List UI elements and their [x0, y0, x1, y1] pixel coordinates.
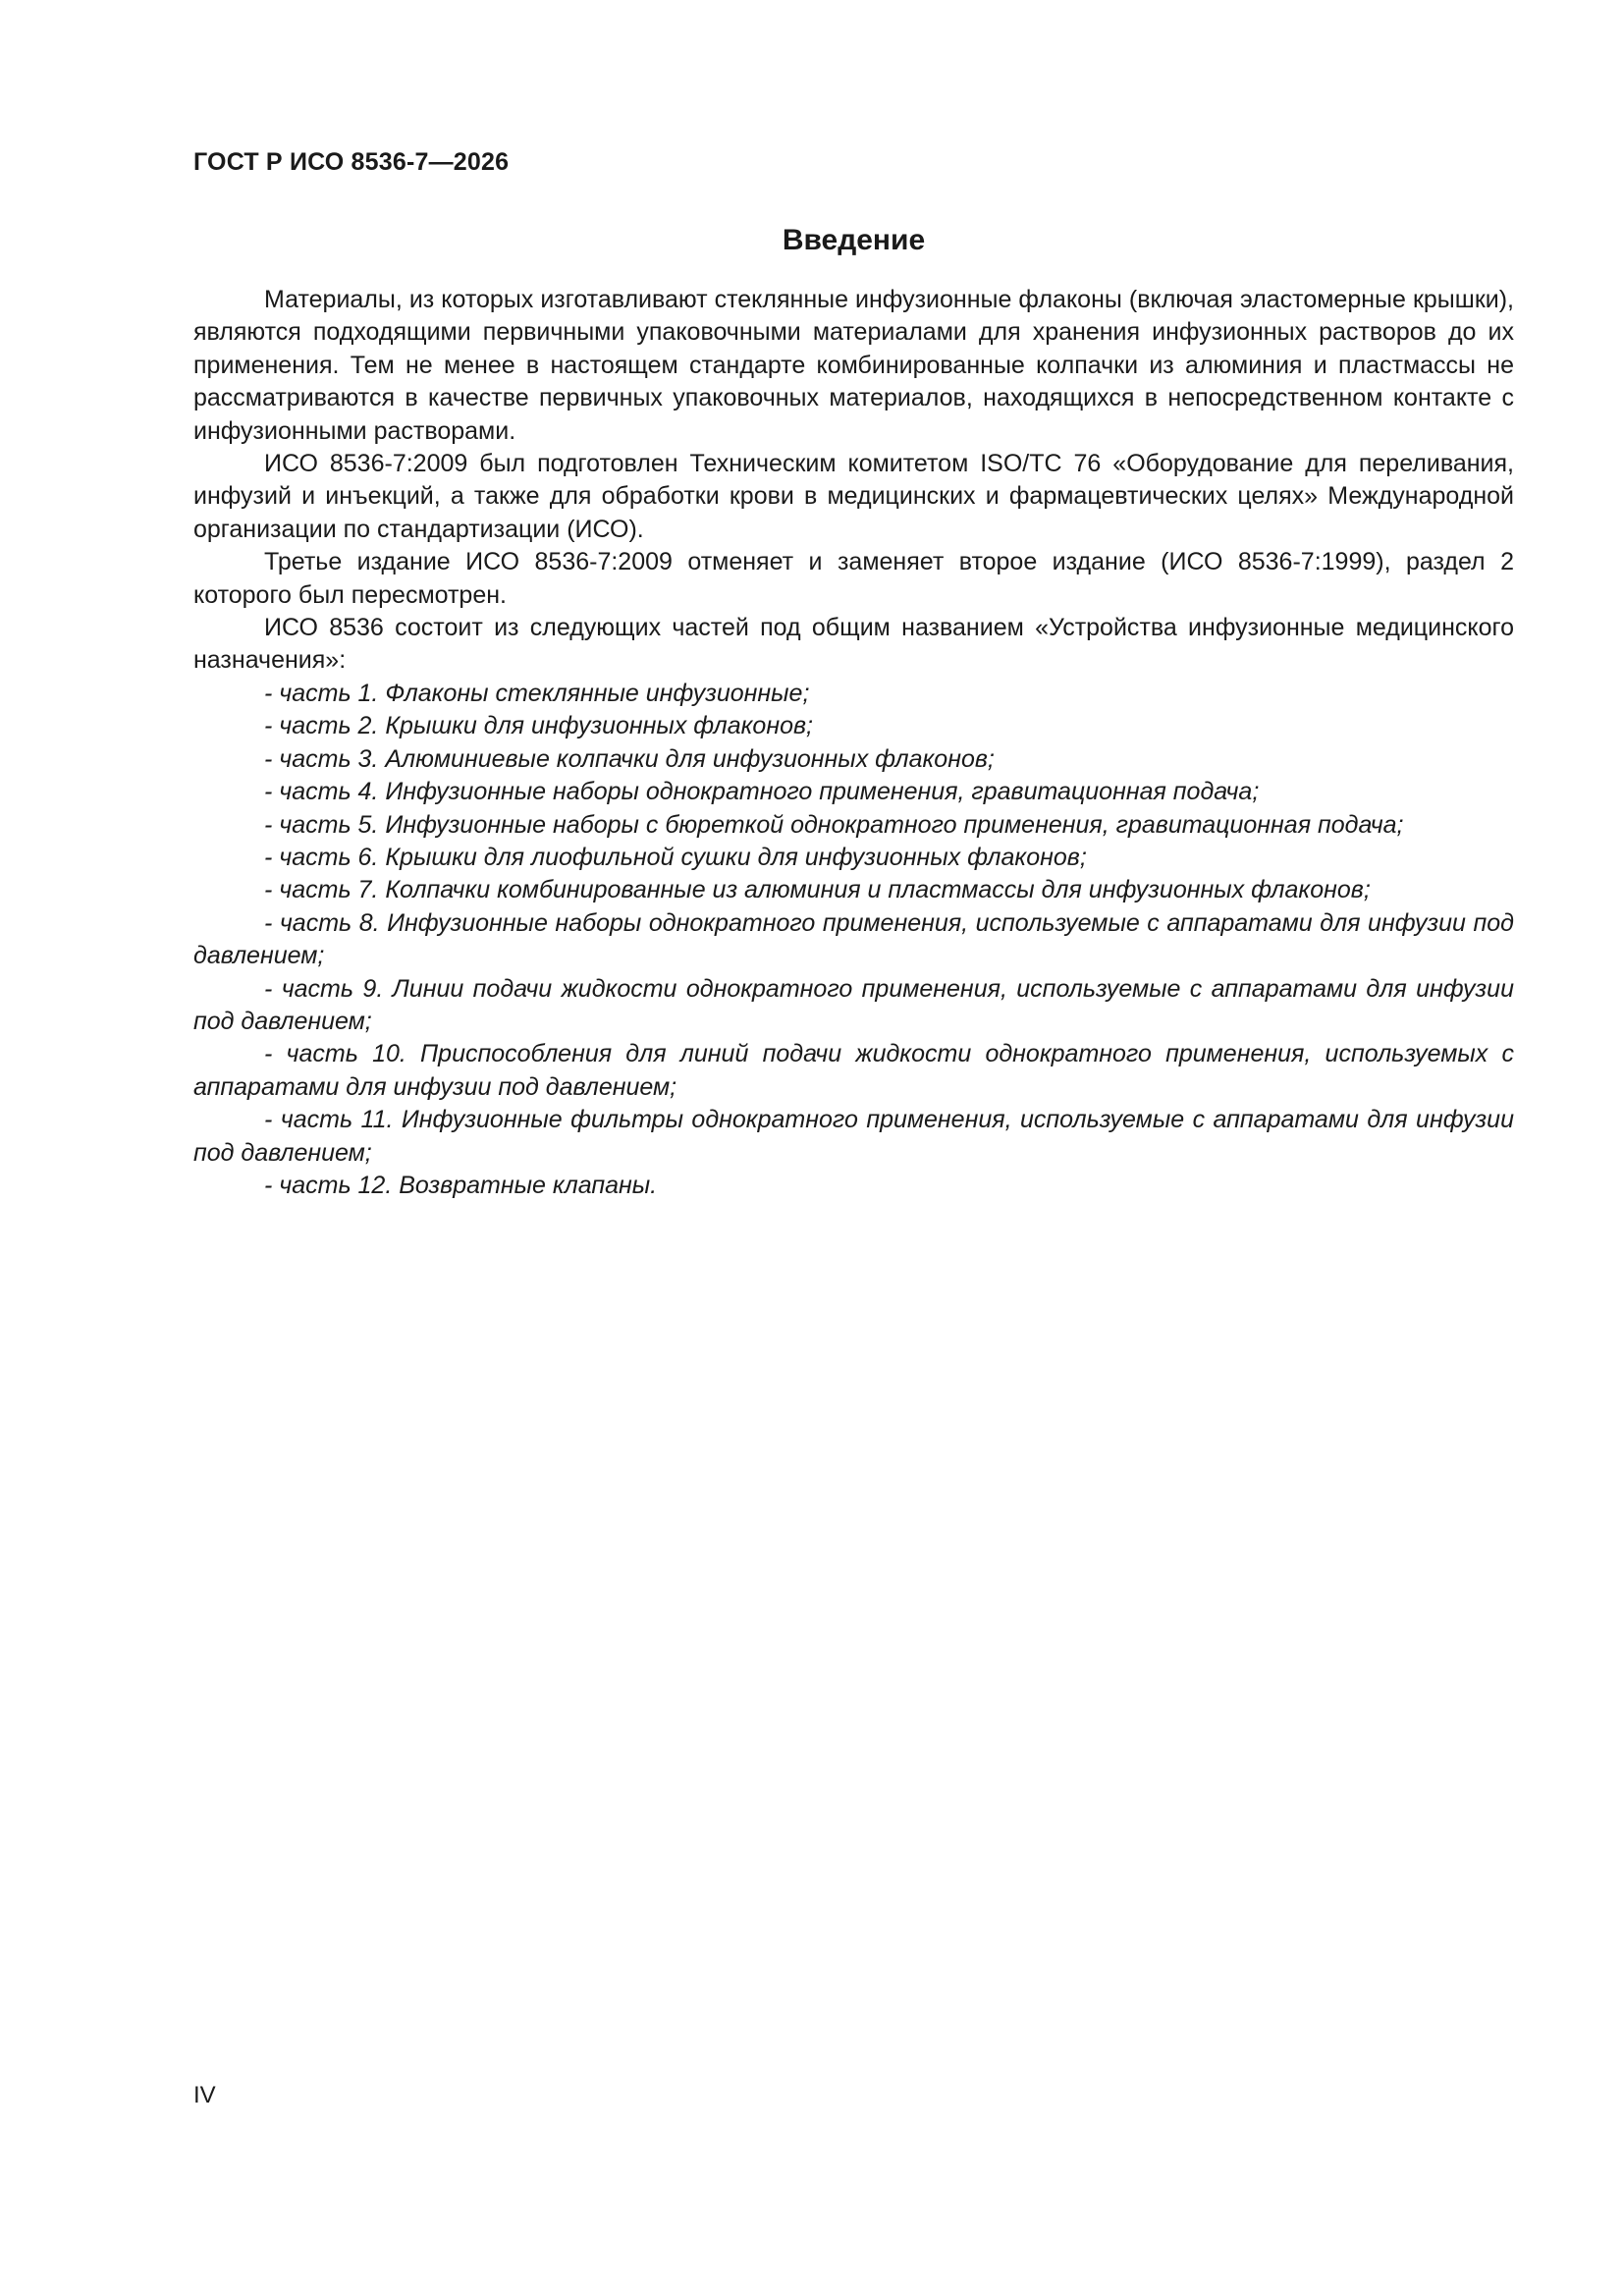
list-item: - часть 2. Крышки для инфузионных флаконов; [264, 712, 813, 740]
list-item: - часть 8. Инфузионные наборы однократного применения, используемые с аппаратами для инфузии под давлением; [193, 908, 1514, 970]
list-item: - часть 9. Линии подачи жидкости однократного применения, используемые с аппаратами для инфузии под давлением; [193, 974, 1514, 1035]
list-item: - часть 7. Колпачки комбинированные из алюминия и пластмассы для инфузионных флаконов; [264, 876, 1371, 904]
paragraph: ИСО 8536 состоит из следующих частей под общим названием «Устройства инфузионные медицинского назначения»: [193, 614, 1514, 675]
list-item: - часть 11. Инфузионные фильтры однократного применения, используемые с аппаратами для инфузии под давлением; [193, 1106, 1514, 1167]
list-item: - часть 1. Флаконы стеклянные инфузионные; [264, 679, 810, 707]
paragraph: Третье издание ИСО 8536-7:2009 отменяет и заменяет второе издание (ИСО 8536-7:1999), раздел 2 которого был пересмотрен. [193, 548, 1514, 609]
page-number: IV [193, 2082, 216, 2108]
list-item: - часть 4. Инфузионные наборы однократного применения, гравитационная подача; [264, 778, 1260, 806]
paragraph: ИСО 8536-7:2009 был подготовлен Техническим комитетом ISO/TC 76 «Оборудование для переливания, инфузий и инъекций, а также для обработки крови в медицинских и фармацевтических целях» Международной организации по стандартизации (ИСО). [193, 450, 1514, 543]
section-title: Введение [782, 224, 926, 256]
standard-designation: ГОСТ Р ИСО 8536-7—2026 [193, 148, 510, 176]
list-item: - часть 10. Приспособления для линий подачи жидкости однократного применения, используемых с аппаратами для инфузии под давлением; [193, 1040, 1514, 1101]
list-item: - часть 5. Инфузионные наборы с бюреткой однократного применения, гравитационная подача; [264, 810, 1404, 839]
introduction-body [193, 284, 1514, 1202]
list-item: - часть 6. Крышки для лиофильной сушки для инфузионных флаконов; [264, 843, 1087, 871]
list-item: - часть 12. Возвратные клапаны. [264, 1171, 658, 1199]
paragraph: Материалы, из которых изготавливают стеклянные инфузионные флаконы (включая эластомерные крышки), являются подходящими первичными упаковочными материалами для хранения инфузионных растворов до их применения. Тем не менее в настоящем стандарте комбинированные колпачки из алюминия и пластмассы не рассматриваются в качестве первичных упаковочных материалов, находящихся в непосредственном контакте с инфузионными растворами. [193, 286, 1514, 445]
list-item: - часть 3. Алюминиевые колпачки для инфузионных флаконов; [264, 744, 995, 773]
